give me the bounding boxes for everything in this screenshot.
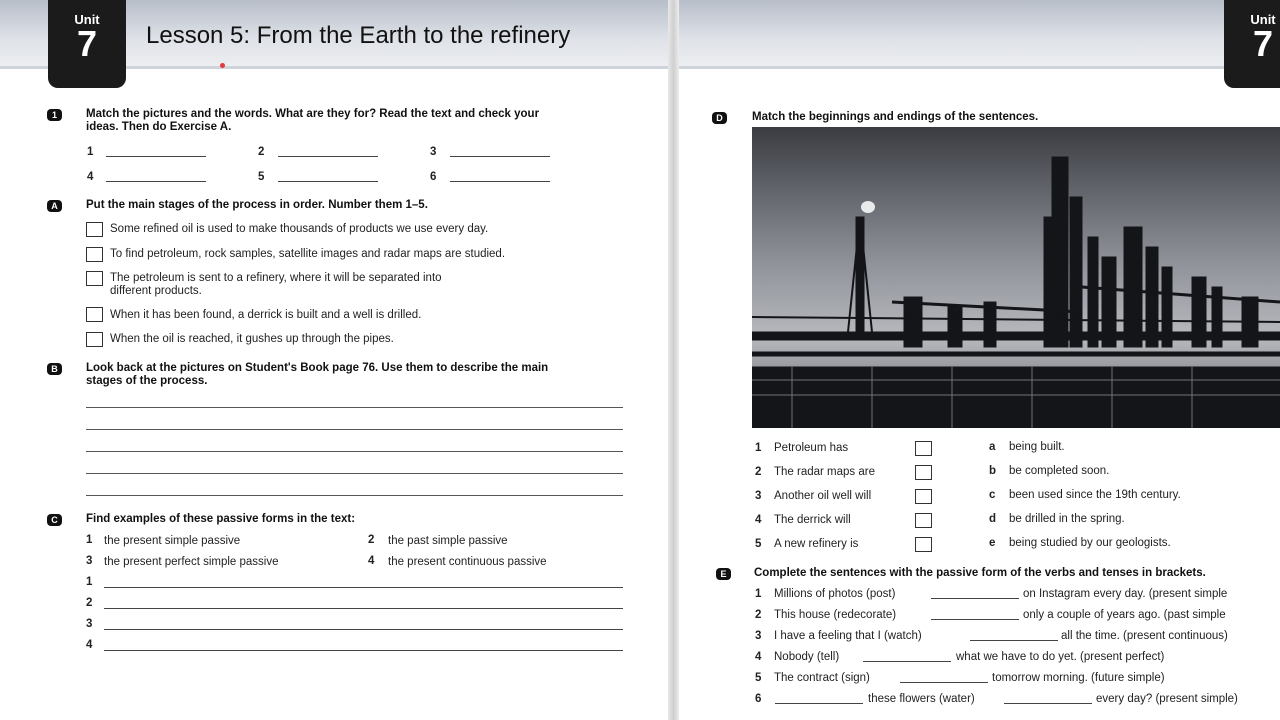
picture-number: 5 <box>258 171 265 183</box>
stage-item-cont: different products. <box>110 285 202 297</box>
order-checkbox[interactable] <box>86 222 103 237</box>
match-box[interactable] <box>915 513 932 528</box>
flare-flame <box>861 201 875 213</box>
ending-letter: b <box>989 465 997 477</box>
writing-line[interactable] <box>86 429 623 430</box>
exercise-1-instruction: Match the pictures and the words. What are they for? Read the text and check your <box>86 108 540 120</box>
match-box[interactable] <box>915 441 932 456</box>
unit-number: 7 <box>1252 23 1274 64</box>
beginning-number: 3 <box>755 490 762 502</box>
answer-line[interactable] <box>104 650 623 651</box>
exercise-e-instruction: Complete the sentences with the passive form of the verbs and tenses in brackets. <box>754 567 1206 579</box>
answer-blank[interactable] <box>863 661 951 662</box>
sentence-beginning: A new refinery is <box>774 538 859 550</box>
ending-letter: c <box>989 489 996 501</box>
sentence-ending: been used since the 19th century. <box>1009 489 1181 501</box>
writing-line[interactable] <box>86 451 623 452</box>
item-number: 2 <box>755 609 762 621</box>
sentence-start: these flowers (water) <box>868 693 975 705</box>
item-number: 4 <box>755 651 762 663</box>
answer-number: 3 <box>86 618 93 630</box>
exercise-b-instruction-cont: stages of the process. <box>86 375 208 387</box>
form-number: 3 <box>86 555 93 567</box>
unit-tab <box>48 0 126 88</box>
unit-label: Unit <box>74 12 100 27</box>
exercise-1-instruction-cont: ideas. Then do Exercise A. <box>86 121 232 133</box>
exercise-b-badge: B <box>47 363 62 375</box>
ending-letter: d <box>989 513 997 525</box>
item-number: 5 <box>755 672 762 684</box>
form-label: the present perfect simple passive <box>104 556 279 568</box>
exercise-c-instruction: Find examples of these passive forms in the text: <box>86 513 356 525</box>
order-checkbox[interactable] <box>86 271 103 286</box>
sentence-beginning: The derrick will <box>774 514 851 526</box>
stage-item: When the oil is reached, it gushes up through the pipes. <box>110 333 394 345</box>
form-number: 4 <box>368 555 375 567</box>
right-workbook-page <box>679 0 1280 720</box>
match-box[interactable] <box>915 489 932 504</box>
sentence-start: Millions of photos (post) <box>774 588 896 600</box>
beginning-number: 5 <box>755 538 762 550</box>
exercise-1-badge: 1 <box>47 109 62 121</box>
form-label: the past simple passive <box>388 535 508 547</box>
oil-refinery-photo <box>752 127 1280 428</box>
cursor-dot <box>220 63 225 68</box>
match-box[interactable] <box>915 465 932 480</box>
answer-line[interactable] <box>104 629 623 630</box>
exercise-d-badge: D <box>712 112 727 124</box>
picture-number: 4 <box>87 171 94 183</box>
answer-blank[interactable] <box>278 181 378 182</box>
exercise-a-instruction: Put the main stages of the process in order. Number them 1–5. <box>86 199 428 211</box>
sentence-start: This house (redecorate) <box>774 609 897 621</box>
picture-number: 6 <box>430 171 437 183</box>
ending-letter: e <box>989 537 996 549</box>
sentence-end: all the time. (present continuous) <box>1061 630 1228 642</box>
sentence-beginning: Petroleum has <box>774 442 849 454</box>
stage-item: Some refined oil is used to make thousands of products we use every day. <box>110 223 489 235</box>
answer-blank[interactable] <box>106 181 206 182</box>
sentence-ending: being built. <box>1009 441 1065 453</box>
sentence-beginning: Another oil well will <box>774 490 872 502</box>
answer-blank[interactable] <box>450 181 550 182</box>
writing-line[interactable] <box>86 407 623 408</box>
answer-blank[interactable] <box>931 619 1019 620</box>
sentence-start: The contract (sign) <box>774 672 870 684</box>
answer-number: 2 <box>86 597 93 609</box>
answer-blank[interactable] <box>1004 703 1092 704</box>
form-number: 2 <box>368 534 375 546</box>
sentence-end: what we have to do yet. (present perfect) <box>956 651 1165 663</box>
ending-letter: a <box>989 441 996 453</box>
lesson-title: Lesson 5: From the Earth to the refinery <box>146 22 571 49</box>
order-checkbox[interactable] <box>86 247 103 262</box>
item-number: 6 <box>755 693 762 705</box>
unit-label: Unit <box>1250 12 1276 27</box>
stage-item: When it has been found, a derrick is built and a well is drilled. <box>110 309 422 321</box>
form-label: the present continuous passive <box>388 556 547 568</box>
beginning-number: 2 <box>755 466 762 478</box>
answer-number: 1 <box>86 576 93 588</box>
picture-number: 2 <box>258 146 265 158</box>
answer-line[interactable] <box>104 587 623 588</box>
answer-blank[interactable] <box>106 156 206 157</box>
form-number: 1 <box>86 534 93 546</box>
book-gutter <box>668 0 679 720</box>
writing-line[interactable] <box>86 473 623 474</box>
answer-blank[interactable] <box>450 156 550 157</box>
sentence-start: Nobody (tell) <box>774 651 840 663</box>
answer-blank[interactable] <box>970 640 1058 641</box>
unit-tab <box>1224 0 1280 88</box>
item-number: 3 <box>755 630 762 642</box>
sentence-beginning: The radar maps are <box>774 466 875 478</box>
writing-line[interactable] <box>86 495 623 496</box>
sentence-end: only a couple of years ago. (past simple <box>1023 609 1226 621</box>
exercise-d-instruction: Match the beginnings and endings of the sentences. <box>752 111 1039 123</box>
sentence-end: tomorrow morning. (future simple) <box>992 672 1165 684</box>
order-checkbox[interactable] <box>86 332 103 347</box>
beginning-number: 1 <box>755 442 762 454</box>
answer-line[interactable] <box>104 608 623 609</box>
exercise-a-badge: A <box>47 200 62 212</box>
form-label: the present simple passive <box>104 535 241 547</box>
exercise-e-badge: E <box>716 568 731 580</box>
sentence-ending: being studied by our geologists. <box>1009 537 1171 549</box>
order-checkbox[interactable] <box>86 307 103 322</box>
exercise-b-instruction: Look back at the pictures on Student's Book page 76. Use them to describe the main <box>86 362 549 374</box>
answer-blank[interactable] <box>900 682 988 683</box>
beginning-number: 4 <box>755 514 762 526</box>
answer-blank[interactable] <box>931 598 1019 599</box>
stage-item: To find petroleum, rock samples, satellite images and radar maps are studied. <box>110 248 506 260</box>
refinery-silhouette <box>752 127 1280 428</box>
stage-item: The petroleum is sent to a refinery, where it will be separated into <box>110 272 442 284</box>
sentence-start: I have a feeling that I (watch) <box>774 630 922 642</box>
item-number: 1 <box>755 588 762 600</box>
picture-number: 3 <box>430 146 437 158</box>
exercise-c-badge: C <box>47 514 62 526</box>
unit-number: 7 <box>76 23 98 64</box>
page-header-band <box>679 0 1280 66</box>
sentence-ending: be completed soon. <box>1009 465 1110 477</box>
picture-number: 1 <box>87 146 94 158</box>
answer-number: 4 <box>86 639 93 651</box>
match-box[interactable] <box>915 537 932 552</box>
sentence-end: on Instagram every day. (present simple <box>1023 588 1228 600</box>
sentence-end: every day? (present simple) <box>1096 693 1238 705</box>
sentence-ending: be drilled in the spring. <box>1009 513 1125 525</box>
answer-blank[interactable] <box>775 703 863 704</box>
answer-blank[interactable] <box>278 156 378 157</box>
